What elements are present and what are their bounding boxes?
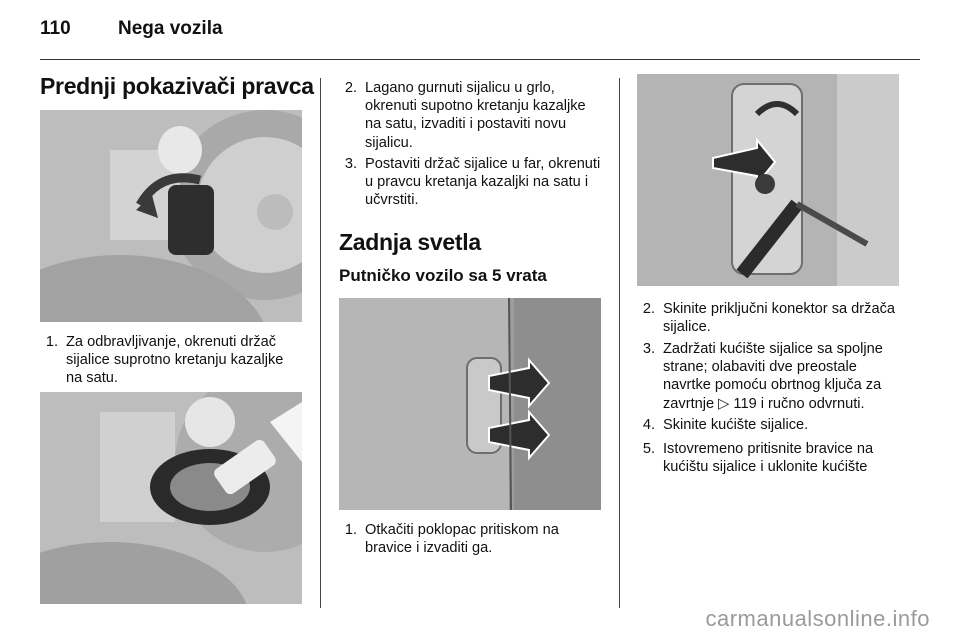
section-heading-front-indicators: Prednji pokazivači pravca [40, 73, 314, 99]
column-divider-right [619, 78, 620, 608]
step-number: 2. [344, 80, 357, 96]
step-text: Postaviti držač sijalice u far, okrenuti u pravcu kretanja kazaljki na satu i učvrstiti. [365, 156, 601, 209]
step-text: Istovremeno pritisnite bravice na kućištu sijalice i uklonite kućište [663, 441, 874, 476]
step-text: Otkačiti poklopac pritiskom na bravice i izvaditi ga. [365, 522, 559, 557]
step-number: 3. [344, 156, 357, 172]
step-text: Skinite priključni konektor sa držača sijalice. [663, 301, 895, 336]
step-number: 4. [642, 417, 655, 433]
step-number: 3. [642, 341, 655, 357]
illustration-front-indicator-unlock [40, 110, 302, 322]
illustration-front-indicator-bulb [40, 392, 302, 604]
step-front-3 [339, 155, 605, 210]
step-number: 2. [642, 301, 655, 317]
header-rule [40, 59, 920, 60]
watermark: carmanualsonline.info [705, 606, 930, 631]
illustration-rear-lamp-removal [637, 74, 899, 286]
step-text: Za odbravljivanje, okrenuti držač sijalice suprotno kretanju kazaljke na satu. [66, 334, 284, 387]
step-front-1 [40, 333, 302, 388]
step-number: 5. [642, 441, 655, 457]
step-text: Zadržati kućište sijalice sa spoljne strane; olabaviti dve preostale navrtke pomoću obrtnog ključa za zavrtnje ▷ 119 i ručno odvrnuti. [663, 341, 883, 412]
illustration-rear-cover [339, 298, 601, 510]
step-text: Skinite kućište sijalice. [663, 417, 809, 433]
running-title: Nega vozila [118, 18, 223, 39]
step-number: 1. [45, 334, 58, 350]
step-rear-4 [637, 416, 907, 434]
step-text: Lagano gurnuti sijalicu u grlo, okrenuti supotno kretanju kazaljke na satu, izvaditi i postaviti novu sijalicu. [365, 80, 586, 151]
step-rear-2 [637, 300, 907, 336]
step-rear-5 [637, 440, 907, 476]
step-rear-1 [339, 521, 605, 557]
step-rear-3 [637, 340, 907, 413]
section-heading-rear-lights: Zadnja svetla [339, 229, 481, 255]
step-number: 1. [344, 522, 357, 538]
subheading-5-door: Putničko vozilo sa 5 vrata [339, 266, 547, 285]
step-front-2 [339, 79, 605, 152]
column-divider-left [320, 78, 321, 608]
page-number: 110 [40, 18, 71, 39]
